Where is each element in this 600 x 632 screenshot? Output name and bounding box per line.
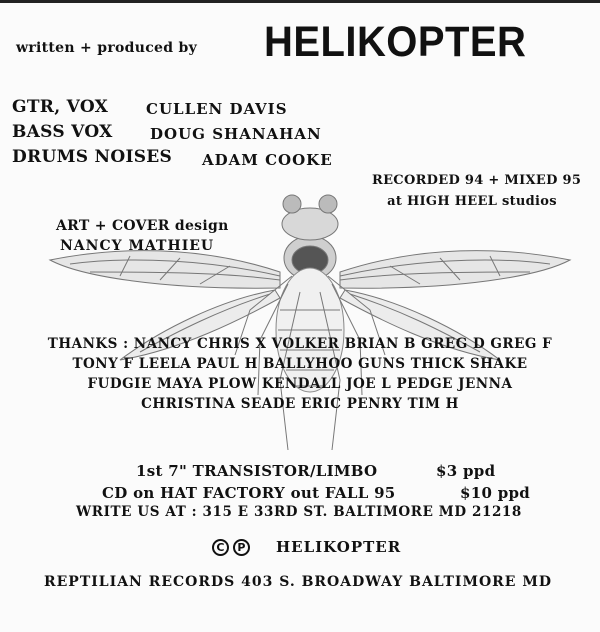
art-label: ART + COVER design <box>56 218 229 234</box>
band-title: HELIKOPTER <box>264 18 527 66</box>
studio-line: at HIGH HEEL studios <box>387 194 557 209</box>
cd-title: CD on HAT FACTORY out FALL 95 <box>102 484 396 502</box>
credit-name-drums: ADAM COOKE <box>202 151 333 169</box>
thanks-list <box>0 334 600 414</box>
thanks-line: THANKS : NANCY CHRIS X VOLKER BRIAN B GREG D GREG F <box>47 336 553 352</box>
thanks-line: FUDGIE MAYA PLOW KENDALL JOE L PEDGE JENNA <box>87 376 513 392</box>
mailing-address: WRITE US AT : 315 E 33RD ST. BALTIMORE MD 21218 <box>76 504 522 520</box>
art-name: NANCY MATHIEU <box>60 238 215 254</box>
single-price: $3 ppd <box>436 462 496 480</box>
copyright-line <box>212 538 401 556</box>
thanks-line: CHRISTINA SEADE ERIC PENRY TIM H <box>141 396 459 412</box>
label-footer: REPTILIAN RECORDS 403 S. BROADWAY BALTIMORE MD <box>44 574 552 590</box>
recording-info <box>372 170 582 212</box>
credit-role-drums: DRUMS NOISES <box>12 147 173 167</box>
credit-role-bass: BASS VOX <box>12 122 113 142</box>
credit-name-guitar: CULLEN DAVIS <box>146 100 288 118</box>
credit-role-guitar: GTR, VOX <box>12 97 109 117</box>
recording-line: RECORDED 94 + MIXED 95 <box>372 173 582 188</box>
phonogram-icon: P <box>233 539 250 556</box>
copyright-icon: C <box>212 539 229 556</box>
top-border <box>0 0 600 3</box>
thanks-line: TONY F LEELA PAUL H BALLYHOO GUNS THICK SHAKE <box>72 356 528 372</box>
single-title: 1st 7" TRANSISTOR/LIMBO <box>136 462 378 480</box>
credit-name-bass: DOUG SHANAHAN <box>150 125 322 143</box>
copyright-owner: HELIKOPTER <box>276 538 402 556</box>
written-produced-label: written + produced by <box>16 40 198 56</box>
cd-price: $10 ppd <box>460 484 531 502</box>
